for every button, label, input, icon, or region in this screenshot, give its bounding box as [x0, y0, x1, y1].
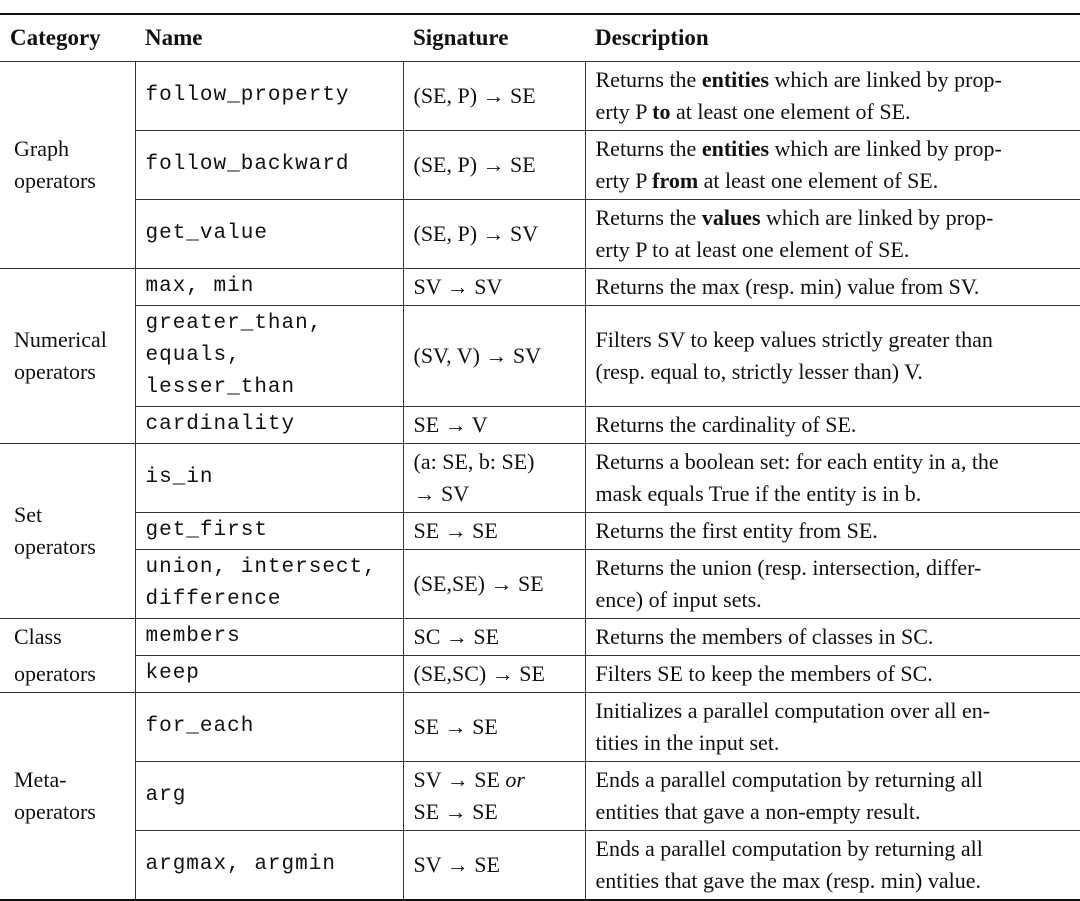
op-name — [135, 306, 403, 407]
header-signature: Signature — [413, 25, 509, 50]
sig-line: → SV — [413, 481, 470, 506]
op-name: max, min — [135, 269, 403, 306]
header-name: Name — [145, 25, 203, 50]
op-description — [585, 62, 1080, 131]
table-row — [0, 200, 1080, 269]
category-label: Numerical — [14, 327, 107, 352]
table-row — [0, 513, 1080, 550]
op-name: members — [135, 619, 403, 656]
header-description: Description — [595, 25, 709, 50]
header-category: Category — [10, 25, 101, 50]
op-name: argmax, argmin — [135, 831, 403, 901]
category-label: operators — [14, 534, 96, 559]
desc-line: Initializes a parallel computation over all en- — [595, 698, 991, 723]
table-row — [0, 656, 1080, 693]
op-signature — [403, 444, 585, 513]
op-description: Returns the first entity from SE. — [585, 513, 1080, 550]
op-description: Returns the members of classes in SC. — [585, 619, 1080, 656]
op-signature: (SE, P) → SE — [403, 62, 585, 131]
desc-line: Ends a parallel computation by returning all — [595, 767, 983, 792]
desc-bold: to — [652, 99, 671, 124]
category-label: operators — [14, 168, 96, 193]
desc-text: erty P — [595, 99, 653, 124]
op-description — [585, 762, 1080, 831]
operators-table-container — [0, 13, 1080, 901]
category-class-top: Class — [0, 619, 135, 656]
op-signature: (SE,SC) → SE — [403, 656, 585, 693]
op-description — [585, 444, 1080, 513]
operators-table — [0, 13, 1080, 901]
table-row — [0, 444, 1080, 513]
op-signature: (SE, P) → SE — [403, 131, 585, 200]
category-label: operators — [14, 799, 96, 824]
op-description — [585, 550, 1080, 619]
desc-line: entities that gave the max (resp. min) value. — [595, 868, 981, 893]
op-name: cardinality — [135, 407, 403, 444]
op-name-line: equals, — [145, 344, 241, 367]
category-meta — [0, 693, 135, 901]
table-row — [0, 619, 1080, 656]
desc-text: Returns the — [595, 67, 702, 92]
sig-line: SE → SE — [413, 799, 498, 824]
op-name: for_each — [135, 693, 403, 762]
table-row — [0, 407, 1080, 444]
op-name-line: difference — [145, 588, 282, 611]
op-description: Returns the max (resp. min) value from SV. — [585, 269, 1080, 306]
desc-text: which are linked by prop- — [769, 67, 1002, 92]
table-row — [0, 62, 1080, 131]
category-graph — [0, 62, 135, 269]
op-description — [585, 200, 1080, 269]
op-signature: (SE, P) → SV — [403, 200, 585, 269]
desc-text: Returns the — [595, 205, 702, 230]
op-description: Filters SE to keep the members of SC. — [585, 656, 1080, 693]
table-row — [0, 131, 1080, 200]
sig-or: or — [505, 767, 525, 792]
desc-bold: from — [652, 168, 699, 193]
op-name: get_value — [135, 200, 403, 269]
op-name — [135, 550, 403, 619]
op-signature: (SV, V) → SV — [403, 306, 585, 407]
op-name: follow_property — [135, 62, 403, 131]
op-description — [585, 131, 1080, 200]
op-name: keep — [135, 656, 403, 693]
op-name-line: union, intersect, — [145, 556, 377, 579]
op-signature: SV → SV — [403, 269, 585, 306]
table-row — [0, 762, 1080, 831]
op-signature: SV → SE — [403, 831, 585, 901]
op-description: Returns the cardinality of SE. — [585, 407, 1080, 444]
header-row — [0, 14, 1080, 62]
desc-line: Returns the union (resp. intersection, differ- — [595, 555, 982, 580]
op-name: follow_backward — [135, 131, 403, 200]
op-description — [585, 831, 1080, 901]
op-name: is_in — [135, 444, 403, 513]
op-name-line: lesser_than — [145, 376, 296, 399]
desc-bold: entities — [701, 136, 770, 161]
desc-line: ence) of input sets. — [595, 587, 762, 612]
table-row — [0, 693, 1080, 762]
table-row — [0, 550, 1080, 619]
table-row — [0, 306, 1080, 407]
desc-bold: values — [701, 205, 761, 230]
desc-text: erty P to at least one element of SE. — [595, 237, 910, 262]
desc-line: (resp. equal to, strictly lesser than) V. — [595, 359, 923, 384]
table-row — [0, 269, 1080, 306]
op-signature: SE → SE — [403, 513, 585, 550]
category-class-bottom: operators — [0, 656, 135, 693]
desc-bold: entities — [701, 67, 770, 92]
desc-line: Ends a parallel computation by returning all — [595, 836, 983, 861]
desc-line: Filters SV to keep values strictly greater than — [595, 327, 993, 352]
desc-line: Returns a boolean set: for each entity in a, the — [595, 449, 999, 474]
op-signature: SC → SE — [403, 619, 585, 656]
op-signature: SE → V — [403, 407, 585, 444]
op-signature: SE → SE — [403, 693, 585, 762]
op-name: arg — [135, 762, 403, 831]
desc-text: Returns the — [595, 136, 702, 161]
op-signature — [403, 762, 585, 831]
desc-line: mask equals True if the entity is in b. — [595, 481, 922, 506]
category-numerical — [0, 269, 135, 444]
op-description — [585, 306, 1080, 407]
desc-text: at least one element of SE. — [698, 168, 939, 193]
category-label: Graph — [14, 136, 69, 161]
desc-text: which are linked by prop- — [760, 205, 994, 230]
desc-line: entities that gave a non-empty result. — [595, 799, 921, 824]
op-description — [585, 693, 1080, 762]
category-label: Meta- — [14, 767, 67, 792]
sig-line: (a: SE, b: SE) — [413, 449, 535, 474]
category-label: operators — [14, 359, 96, 384]
category-set — [0, 444, 135, 619]
op-signature: (SE,SE) → SE — [403, 550, 585, 619]
sig-text: SV → SE — [413, 767, 506, 792]
table-row — [0, 831, 1080, 901]
desc-text: erty P — [595, 168, 653, 193]
category-label: Set — [14, 502, 43, 527]
desc-line: tities in the input set. — [595, 730, 780, 755]
op-name: get_first — [135, 513, 403, 550]
desc-text: at least one element of SE. — [670, 99, 911, 124]
op-name-line: greater_than, — [145, 312, 323, 335]
desc-text: which are linked by prop- — [769, 136, 1002, 161]
